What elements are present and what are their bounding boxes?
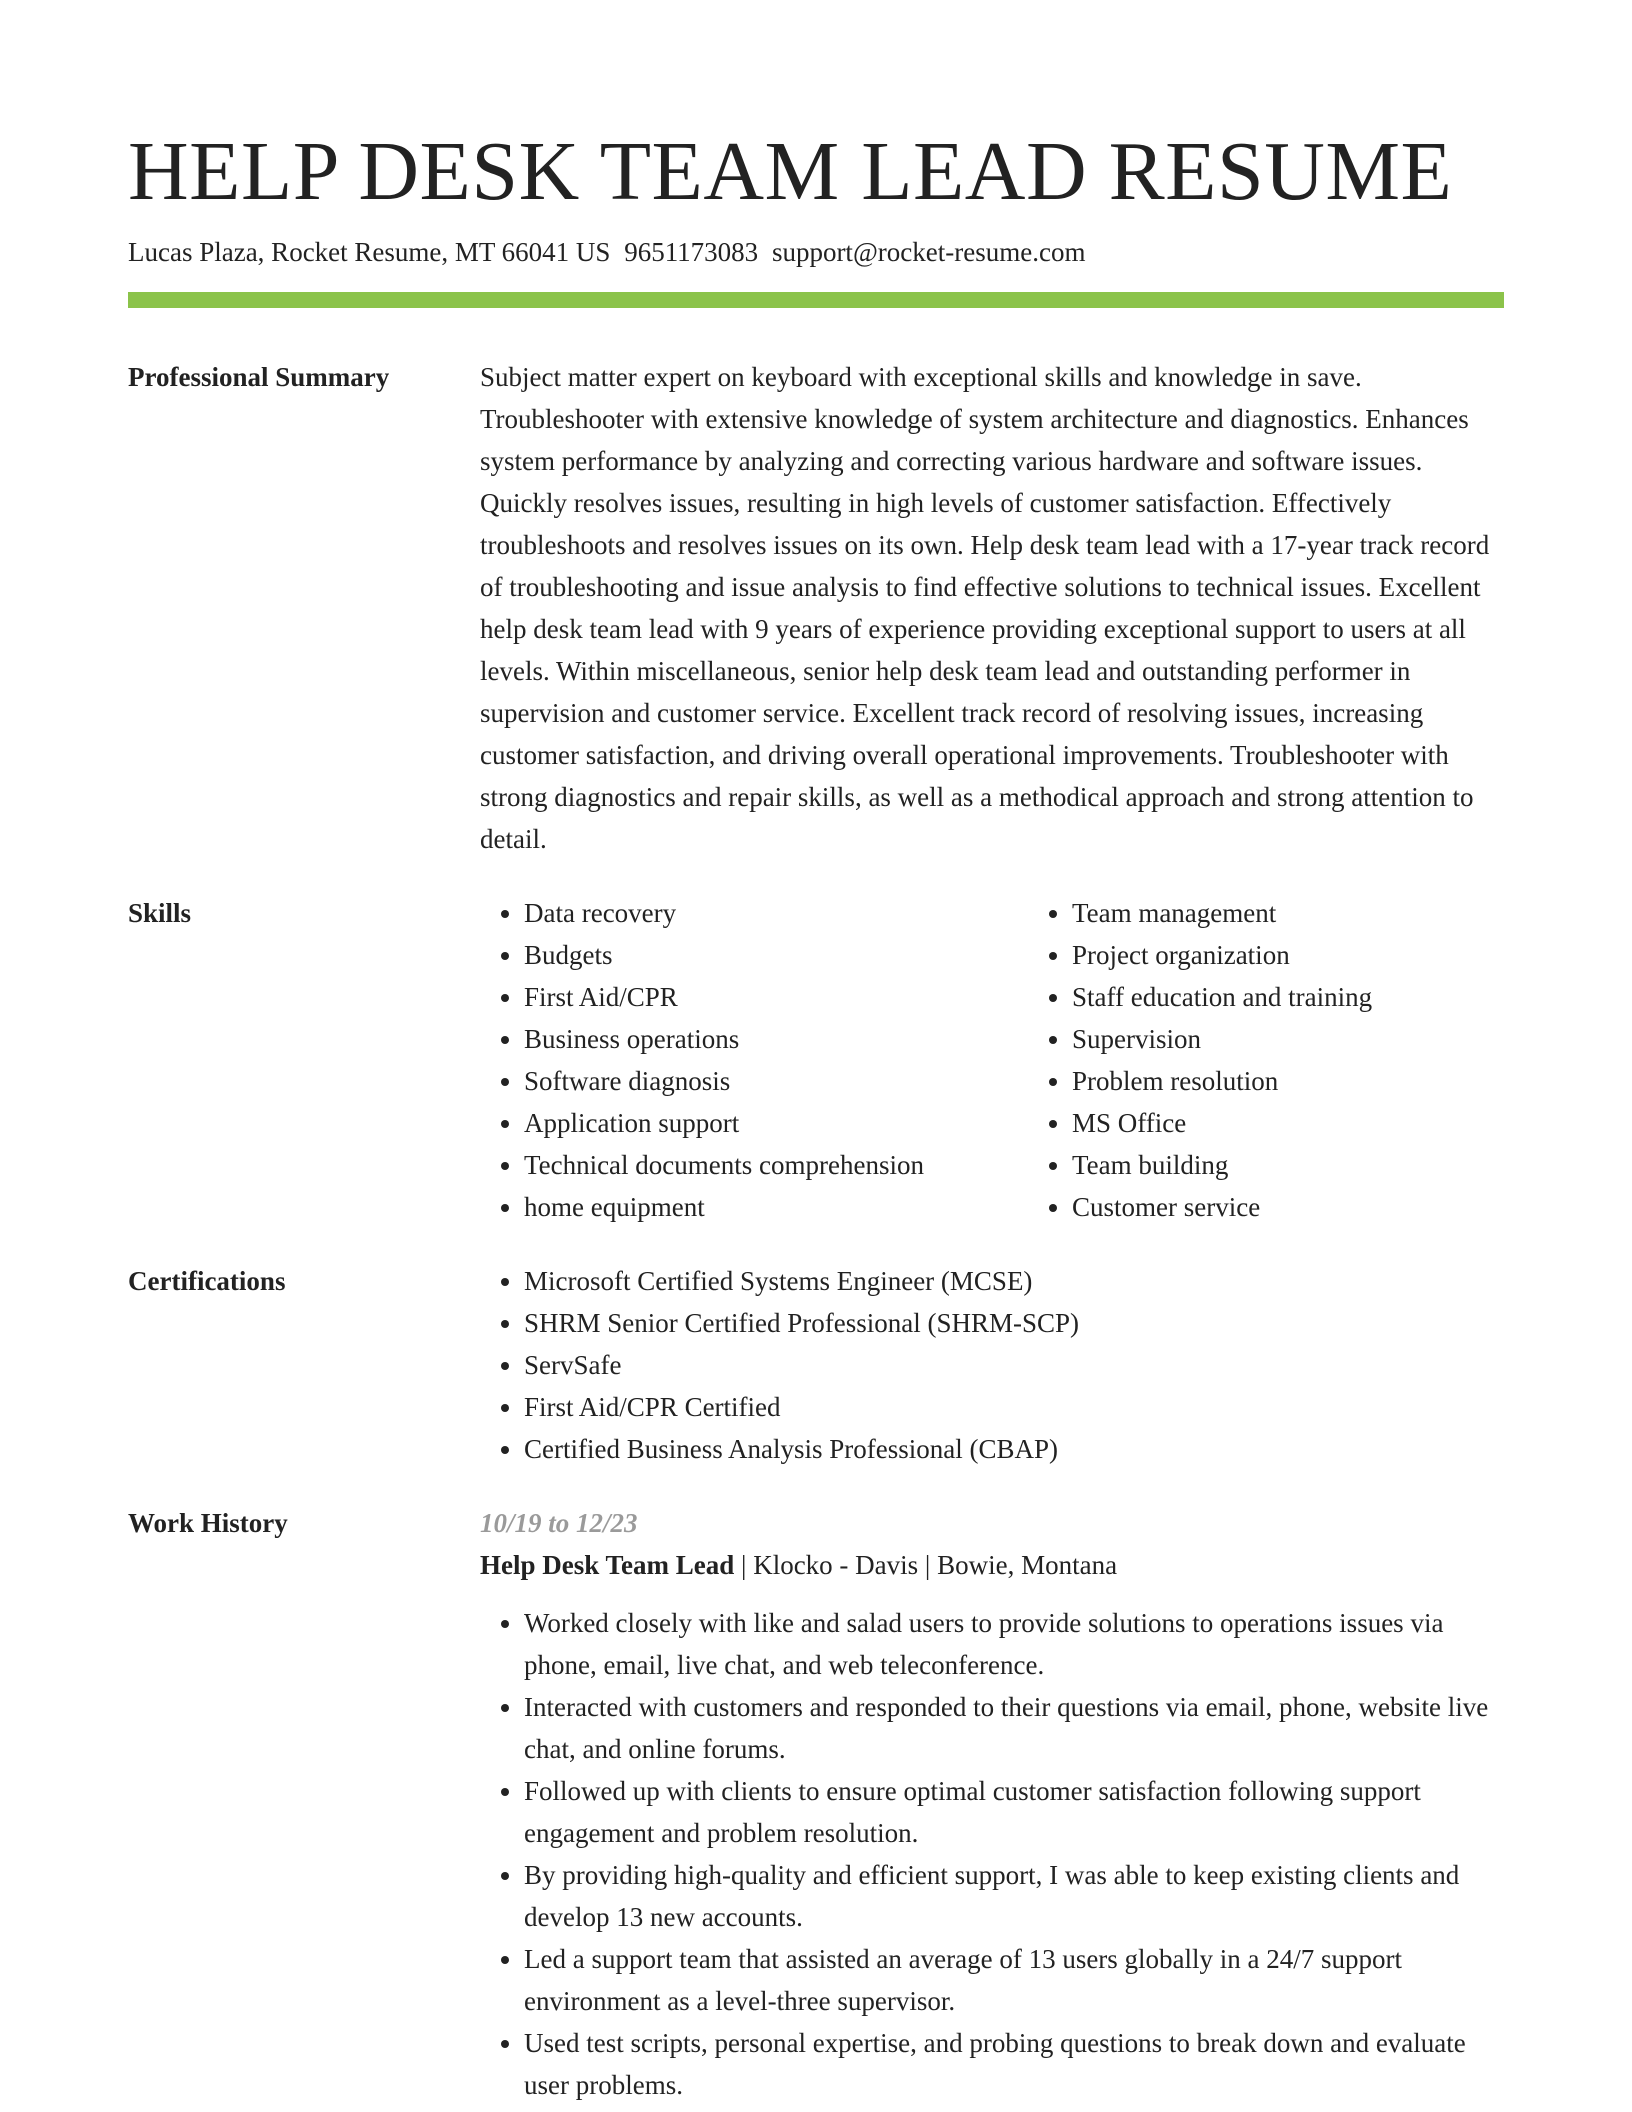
job-company: Klocko - Davis [753, 1550, 919, 1580]
work-history-heading: Work History [128, 1508, 288, 1538]
contact-phone: 9651173083 [624, 237, 759, 267]
work-history-section [128, 1502, 1504, 2106]
skills-list-right [1028, 892, 1504, 1228]
job-separator: | [741, 1550, 747, 1580]
skill-item: • Staff education and training [1072, 976, 1504, 1018]
certifications-heading: Certifications [128, 1266, 286, 1296]
contact-line [128, 234, 1504, 270]
job-duty-item: • By providing high-quality and efficient support, I was able to keep existing clients and develop 13 new accounts. [524, 1854, 1504, 1938]
job-duty-item: • Used test scripts, personal expertise, and probing questions to break down and evaluate user problems. [524, 2022, 1504, 2106]
skill-item: • Software diagnosis [524, 1060, 1028, 1102]
skill-item: • Team building [1072, 1144, 1504, 1186]
certification-item: • Microsoft Certified Systems Engineer (MCSE) [524, 1260, 1504, 1302]
job-header [480, 1544, 1504, 1586]
skill-item: • Project organization [1072, 934, 1504, 976]
job-location: Bowie, Montana [937, 1550, 1118, 1580]
certifications-body [480, 1260, 1504, 1470]
skills-columns [480, 892, 1504, 1228]
certifications-list [480, 1260, 1504, 1470]
skill-item: • Application support [524, 1102, 1028, 1144]
skill-item: • home equipment [524, 1186, 1028, 1228]
skill-item: • Customer service [1072, 1186, 1504, 1228]
contact-email: support@rocket-resume.com [771, 237, 1086, 267]
resume-page [128, 118, 1504, 2106]
job-duty-item: • Followed up with clients to ensure optimal customer satisfaction following support engagement and problem resolution. [524, 1770, 1504, 1854]
skill-item: • Team management [1072, 892, 1504, 934]
certification-item: • SHRM Senior Certified Professional (SHRM-SCP) [524, 1302, 1504, 1344]
job-duty-item: • Interacted with customers and responded to their questions via email, phone, website live chat, and online forums. [524, 1686, 1504, 1770]
skill-item: • MS Office [1072, 1102, 1504, 1144]
header-divider [128, 292, 1504, 308]
skills-list-left [480, 892, 1028, 1228]
skill-item: • First Aid/CPR [524, 976, 1028, 1018]
certification-item: • First Aid/CPR Certified [524, 1386, 1504, 1428]
skill-item: • Supervision [1072, 1018, 1504, 1060]
job-dates: 10/19 to 12/23 [480, 1508, 638, 1538]
work-history-body [480, 1502, 1504, 2106]
certification-item: • ServSafe [524, 1344, 1504, 1386]
skill-item: • Data recovery [524, 892, 1028, 934]
job-separator: | [924, 1550, 931, 1580]
skill-item: • Problem resolution [1072, 1060, 1504, 1102]
job-title: Help Desk Team Lead [480, 1550, 735, 1580]
summary-section [128, 356, 1504, 860]
contact-address: Lucas Plaza, Rocket Resume, MT 66041 US [128, 237, 611, 267]
job-duty-item: • Led a support team that assisted an average of 13 users globally in a 24/7 support environment as a level-three supervisor. [524, 1938, 1504, 2022]
skill-item: • Budgets [524, 934, 1028, 976]
resume-title: HELP DESK TEAM LEAD RESUME [128, 125, 1453, 218]
certifications-section [128, 1260, 1504, 1470]
skills-heading: Skills [128, 898, 192, 928]
job-duty-item: • Worked closely with like and salad users to provide solutions to operations issues via phone, email, live chat, and web teleconference. [524, 1602, 1504, 1686]
certification-item: • Certified Business Analysis Professional (CBAP) [524, 1428, 1504, 1470]
summary-heading: Professional Summary [128, 362, 390, 392]
skill-item: • Technical documents comprehension [524, 1144, 1028, 1186]
job-duties-list [480, 1602, 1504, 2106]
skill-item: • Business operations [524, 1018, 1028, 1060]
skills-section [128, 892, 1504, 1228]
summary-text: Subject matter expert on keyboard with exceptional skills and knowledge in save. Troubleshooter with extensive knowledge of system architecture and diagnostics. Enhances system performance by analyzing and correcting various hardware and software issues. Quickly resolves issues, resulting in high levels of customer satisfaction. Effectively troubleshoots and resolves issues on its own. Help desk team lead with a 17-year track record of troubleshooting and issue analysis to find effective solutions to technical issues. Excellent help desk team lead with 9 years of experience providing exceptional support to users at all levels. Within miscellaneous, senior help desk team lead and outstanding performer in supervision and customer service. Excellent track record of resolving issues, increasing customer satisfaction, and driving overall operational improvements. Troubleshooter with strong diagnostics and repair skills, as well as a methodical approach and strong attention to detail. [480, 362, 1490, 854]
